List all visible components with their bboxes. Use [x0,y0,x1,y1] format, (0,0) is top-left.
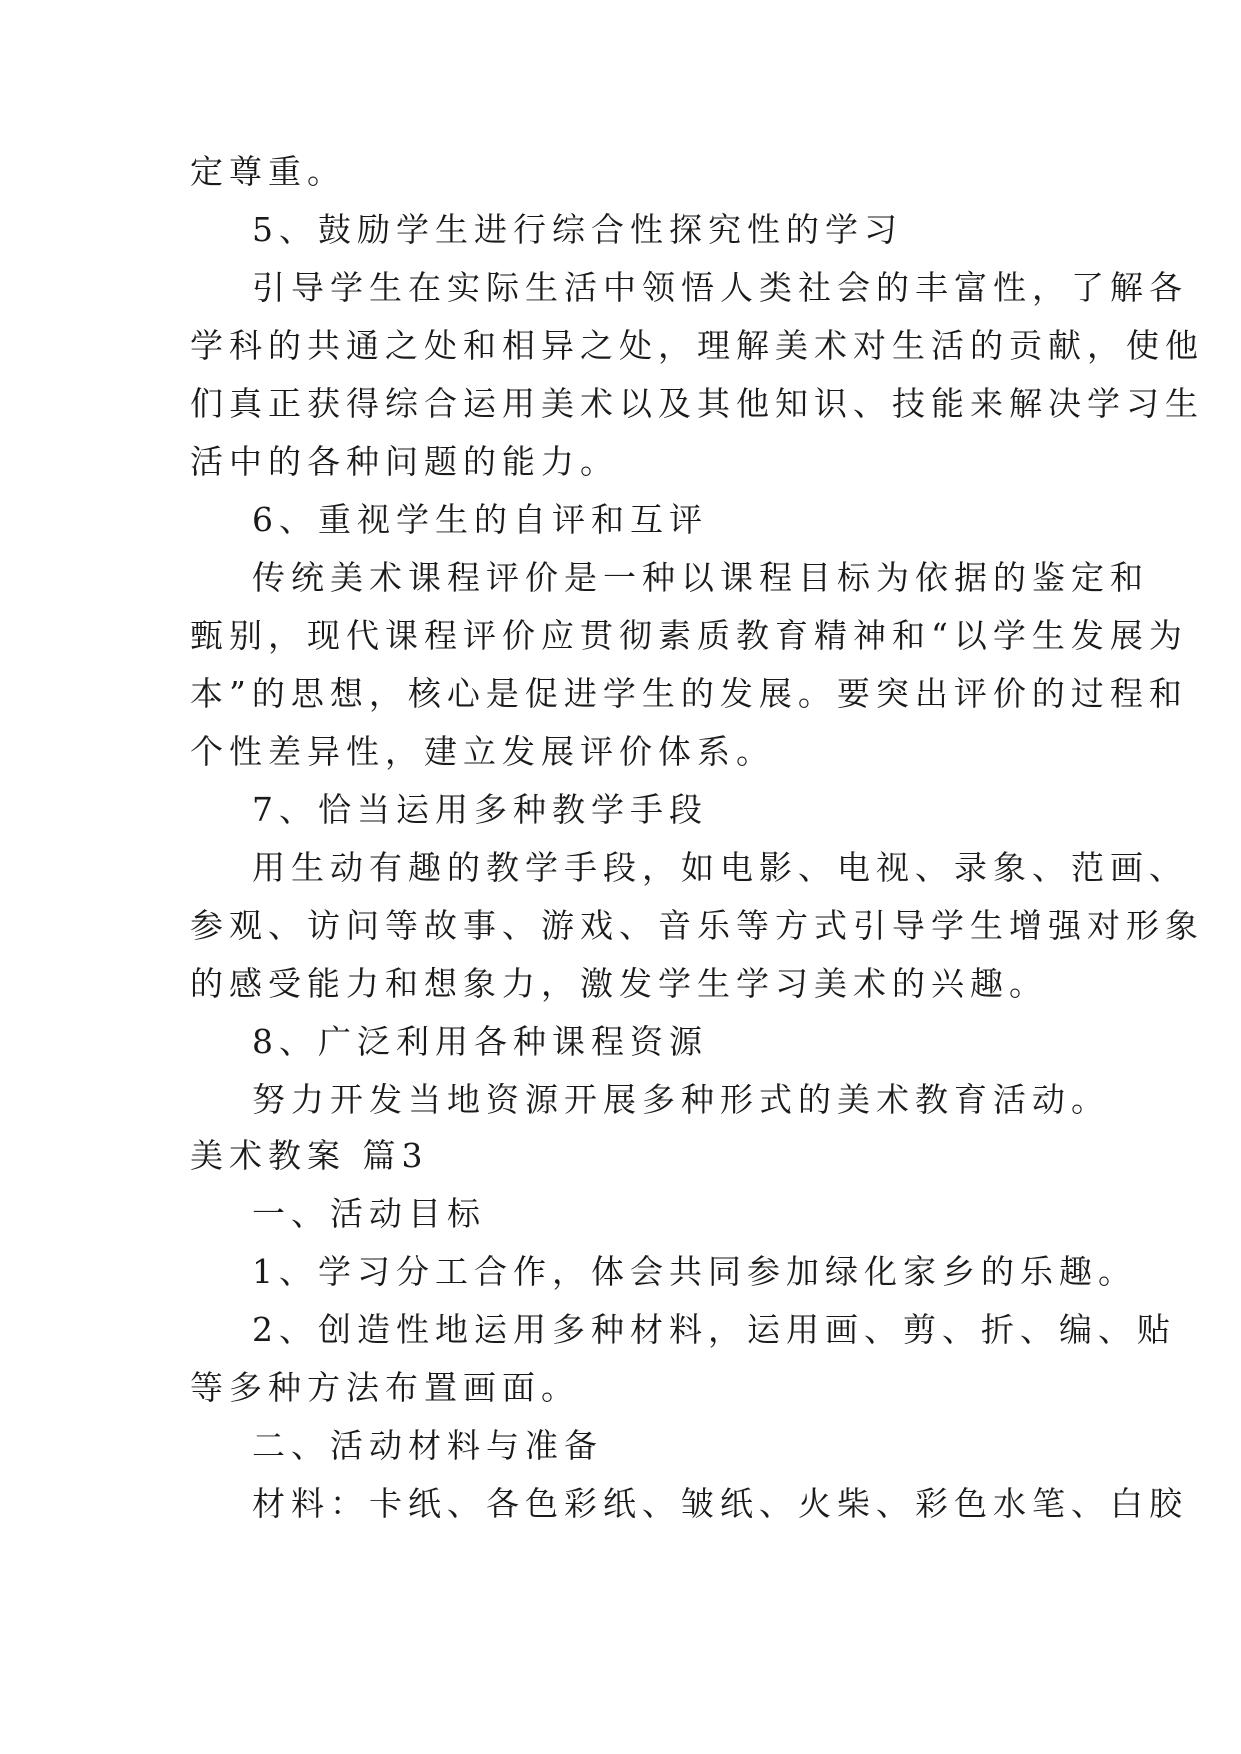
text-line: 学科的共通之处和相异之处，理解美术对生活的贡献，使他 [190,326,1204,365]
text-line: 材料：卡纸、各色彩纸、皱纸、火柴、彩色水笔、白胶 [252,1484,1188,1523]
text-line: 1、学习分工合作，体会共同参加绿化家乡的乐趣。 [252,1252,1137,1291]
text-line: 的感受能力和想象力，激发学生学习美术的兴趣。 [190,964,1048,1003]
text-line: 定尊重。 [190,152,346,191]
text-line: 2、创造性地运用多种材料，运用画、剪、折、编、贴 [252,1310,1176,1349]
text-line: 用生动有趣的教学手段，如电影、电视、录象、范画、 [252,848,1188,887]
section-heading: 一、活动目标 [252,1194,486,1233]
section-heading: 6、重视学生的自评和互评 [252,500,708,539]
text-line: 本”的思想，核心是促进学生的发展。要突出评价的过程和 [190,674,1188,713]
text-line: 活中的各种问题的能力。 [190,442,619,481]
text-line: 们真正获得综合运用美术以及其他知识、技能来解决学习生 [190,384,1204,423]
text-line: 个性差异性，建立发展评价体系。 [190,732,775,771]
section-heading: 7、恰当运用多种教学手段 [252,790,708,829]
section-heading: 二、活动材料与准备 [252,1426,603,1465]
text-line: 参观、访问等故事、游戏、音乐等方式引导学生增强对形象 [190,906,1204,945]
text-line: 引导学生在实际生活中领悟人类社会的丰富性，了解各 [252,268,1188,307]
chapter-title: 美术教案 篇3 [190,1136,429,1175]
section-heading: 8、广泛利用各种课程资源 [252,1022,708,1061]
section-heading: 5、鼓励学生进行综合性探究性的学习 [252,210,903,249]
text-line: 努力开发当地资源开展多种形式的美术教育活动。 [252,1080,1110,1119]
text-line: 等多种方法布置画面。 [190,1368,580,1407]
text-line: 传统美术课程评价是一种以课程目标为依据的鉴定和 [252,558,1149,597]
text-line: 甄别，现代课程评价应贯彻素质教育精神和“以学生发展为 [190,616,1188,655]
